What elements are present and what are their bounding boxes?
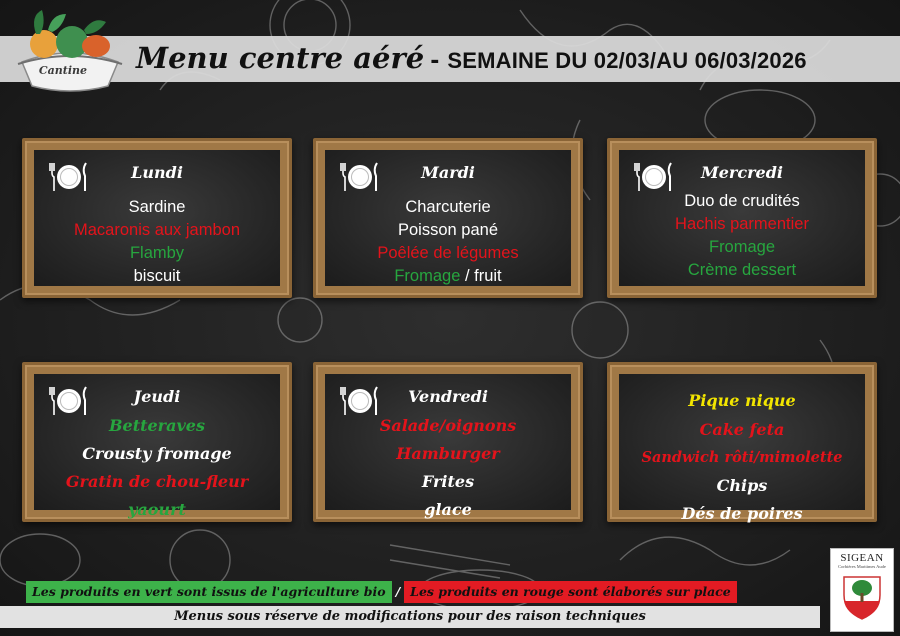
crest-name: SIGEAN [840, 552, 884, 564]
menu-item: Gratin de chou-fleur [65, 472, 249, 491]
crest-subtitle: Corbières Maritimes Aude [838, 564, 886, 569]
legend-bio: Les produits en vert sont issus de l'agriculture bio [26, 581, 392, 603]
board-surface [34, 150, 280, 286]
menu-items [34, 196, 280, 288]
day-name: Vendredi [408, 387, 488, 406]
menu-item: Poisson pané [398, 221, 498, 239]
menu-item: Sardine [128, 198, 186, 216]
menu-item: Flamby [129, 244, 185, 262]
menu-item: biscuit [133, 267, 181, 285]
menu-item: Sandwich rôti/mimolette [641, 449, 843, 466]
disclaimer: Menus sous réserve de modifications pour des raison techniques [0, 606, 820, 628]
legend-homemade: Les produits en rouge sont élaborés sur place [404, 581, 737, 603]
cantine-logo-label: Cantine [38, 64, 88, 77]
day-name: Mercredi [701, 163, 783, 182]
day-name: Pique nique [688, 391, 796, 410]
menu-item: yaourt [128, 500, 186, 519]
board-surface [619, 150, 865, 286]
board-surface [325, 150, 571, 286]
menu-items [325, 196, 571, 288]
title-main: Menu centre aéré [136, 41, 425, 75]
menu-item: Hachis parmentier [675, 215, 809, 233]
day-name: Jeudi [133, 387, 181, 406]
menu-item-suffix: / fruit [460, 267, 502, 285]
board-mercredi [607, 138, 877, 298]
menu-item: Frites [421, 472, 475, 491]
menu-item: Duo de crudités [684, 192, 800, 210]
menu-item: Dés de poires [681, 504, 803, 523]
menu-items [619, 416, 865, 528]
board-lundi [22, 138, 292, 298]
town-crest-icon [840, 571, 884, 621]
menu-item: glace [424, 500, 472, 519]
menu-item: Hamburger [396, 444, 500, 463]
board-surface [325, 374, 571, 519]
day-name: Mardi [421, 163, 475, 182]
board-vendredi [313, 362, 583, 522]
menu-item-combo [325, 265, 571, 288]
board-mardi [313, 138, 583, 298]
menu-item: Cake feta [699, 420, 785, 439]
town-crest [830, 548, 894, 632]
menu-item: Betteraves [109, 416, 205, 435]
menu-item: Poêlée de légumes [377, 244, 519, 262]
title-separator: - [430, 49, 440, 74]
week-range: SEMAINE DU 02/03/AU 06/03/2026 [447, 48, 807, 73]
menu-items [619, 190, 865, 282]
menu-item: Macaronis aux jambon [74, 221, 240, 239]
legend-bar [26, 581, 737, 603]
menu-items [34, 412, 280, 524]
menu-item: Crème dessert [687, 261, 797, 279]
menu-item: Charcuterie [405, 198, 491, 216]
page-title [136, 38, 807, 78]
board-surface [34, 374, 280, 519]
day-name: Lundi [131, 163, 183, 182]
legend-separator: / [395, 584, 401, 599]
board-pique-nique [607, 362, 877, 522]
menu-item: Fromage [394, 267, 461, 285]
vegetable-basket-logo [14, 8, 126, 96]
menu-item: Crousty fromage [82, 444, 232, 463]
menu-item: Salade/oignons [379, 416, 517, 435]
board-jeudi [22, 362, 292, 522]
menu-items [325, 412, 571, 524]
board-surface [619, 374, 865, 523]
menu-item: Fromage [708, 238, 776, 256]
menu-item: Chips [716, 476, 768, 495]
